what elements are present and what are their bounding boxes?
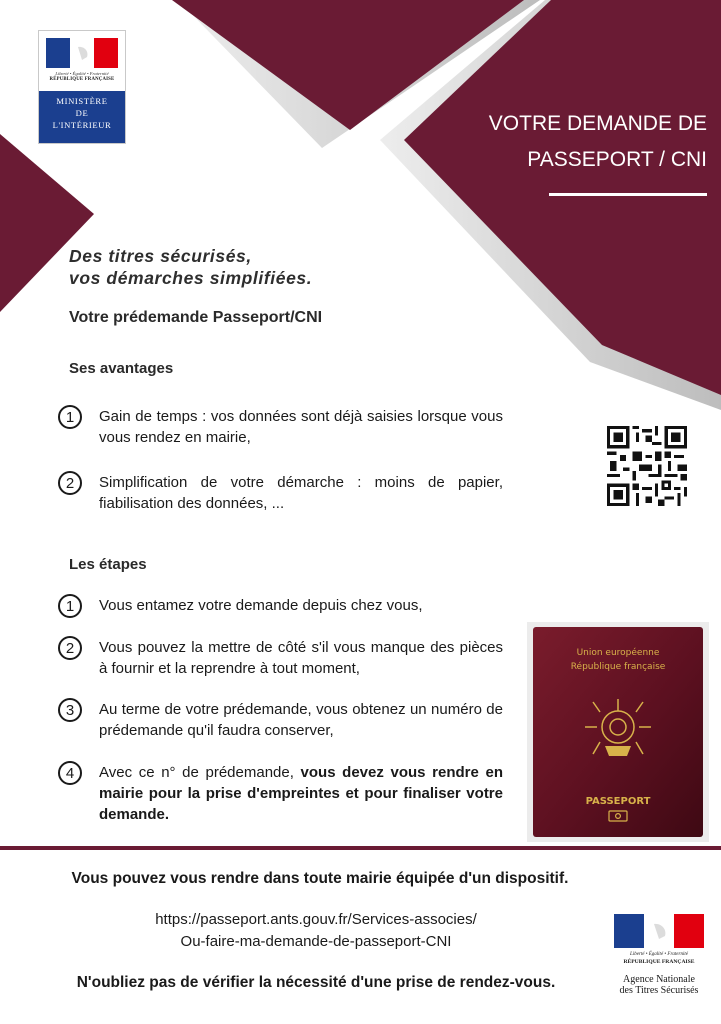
ants-name (612, 974, 706, 996)
number-badge: 2 (58, 471, 82, 495)
title-line-2: PASSEPORT / CNI (527, 148, 707, 171)
marianne-flag-icon (46, 38, 118, 68)
number-badge: 1 (58, 405, 82, 429)
item-text (99, 762, 503, 825)
logo-ministry (39, 91, 125, 143)
logo-ministry-line: DE (75, 108, 89, 118)
tagline (69, 245, 312, 289)
ants-name-line-1: Agence Nationale (623, 974, 695, 985)
ants-republic: RÉPUBLIQUE FRANÇAISE (623, 959, 695, 965)
title-line-1: VOTRE DEMANDE DE (488, 112, 707, 135)
ministry-logo (38, 30, 126, 144)
footer-reminder: N'oubliez pas de vérifier la nécessité d'une prise de rendez-vous. (76, 974, 556, 991)
item-text: Vous pouvez la mettre de côté s'il vous manque des pièces à fournir et la reprendre à tout moment, (99, 639, 503, 677)
number-badge: 3 (58, 698, 82, 722)
item-text-bold: vous devez vous rendre en mairie pour la prise d'empreintes et pour finaliser votre demande. (99, 764, 503, 823)
logo-ministry-line: L'INTÉRIEUR (52, 120, 112, 130)
tagline-line-2: vos démarches simplifiées. (69, 268, 313, 288)
tagline-line-1: Des titres sécurisés, (69, 246, 252, 266)
passport-image (527, 622, 709, 842)
passport-line-2: République française (570, 662, 666, 672)
subheading: Votre prédemande Passeport/CNI (69, 309, 323, 326)
item-text: Gain de temps : vos données sont déjà saisies lorsque vous vous rendez en mairie, (99, 408, 503, 446)
page-title (407, 106, 707, 178)
url-line-1[interactable]: https://passeport.ants.gouv.fr/Services-associes/ (155, 911, 477, 928)
footer-notice: Vous pouvez vous rendre dans toute mairie équipée d'un dispositif. (71, 870, 569, 887)
steps-heading: Les étapes (69, 556, 147, 573)
title-underline (549, 193, 707, 196)
ants-logo (612, 914, 704, 1018)
number-badge: 2 (58, 636, 82, 660)
item-text: Au terme de votre prédemande, vous obtenez un numéro de prédemande qu'il faudra conserver, (99, 701, 503, 739)
number-badge: 4 (58, 761, 82, 785)
marianne-flag-icon (614, 914, 704, 948)
advantages-heading: Ses avantages (69, 360, 174, 377)
logo-ministry-line: MINISTÈRE (56, 96, 108, 106)
footer-url[interactable] (0, 909, 632, 953)
item-text: Simplification de votre démarche : moins de papier, fiabilisation des données, ... (99, 474, 503, 512)
logo-motto: Liberté • Égalité • Fraternité (55, 71, 109, 76)
ants-name-line-2: des Titres Sécurisés (619, 985, 699, 996)
ants-motto: Liberté • Égalité • Fraternité (630, 952, 688, 957)
qr-code-icon (607, 426, 687, 506)
item-text-plain: Avec ce n° de prédemande, (99, 764, 301, 781)
item-text: Vous entamez votre demande depuis chez vous, (99, 597, 423, 614)
number-badge: 1 (58, 594, 82, 618)
passport-label: PASSEPORT (585, 796, 651, 807)
logo-republic: RÉPUBLIQUE FRANÇAISE (49, 77, 115, 82)
url-line-2[interactable]: Ou-faire-ma-demande-de-passeport-CNI (180, 933, 452, 950)
divider (0, 846, 721, 850)
passport-line-1: Union européenne (576, 648, 660, 658)
